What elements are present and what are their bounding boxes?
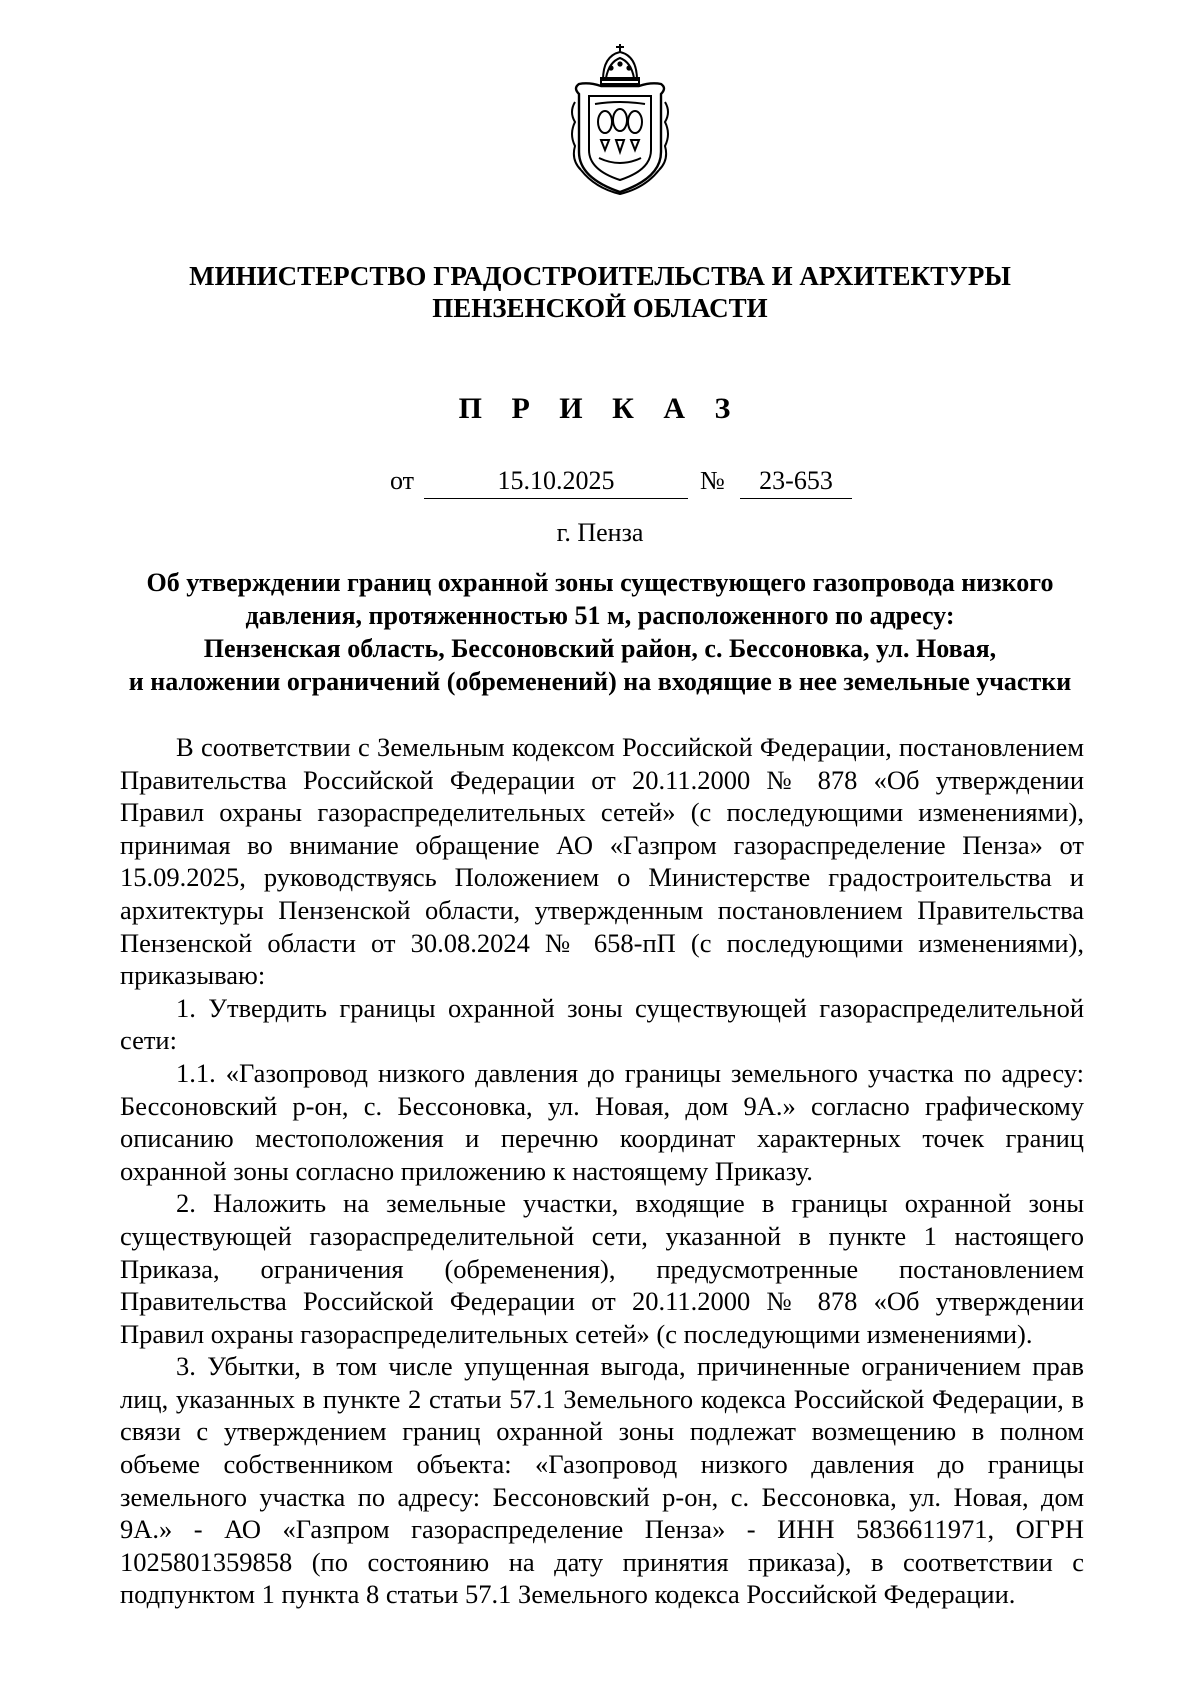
subject-line2: давления, протяженностью 51 м, расположенного по адресу: [245,601,955,630]
date-prefix: от [390,466,415,495]
item-1-paragraph: 1. Утвердить границы охранной зоны существующей газораспределительной сети: [120,992,1084,1056]
number-prefix: № [700,466,725,495]
item-2-paragraph: 2. Наложить на земельные участки, входящие в границы охранной зоны существующей газораспределительной сети, указанной в пункте 1 настоящего Приказа, ограничения (обременения), предусмотренные постановлением Правительства Российской Федерации от 20.11.2000 № 878 «Об утверждении Правил охраны газораспределительных сетей» (с последующими изменениями). [120,1188,1084,1349]
order-date: 15.10.2025 [424,466,688,499]
item-1-1-paragraph: 1.1. «Газопровод низкого давления до границы земельного участка по адресу: Бессоновский р-он, с. Бессоновка, ул. Новая, дом 9А.» согласно графическому описанию местоположения и перечню координат характерных точек границ охранной зоны согласно приложению к настоящему Приказу. [120,1057,1084,1186]
order-title: П Р И К А З [458,392,742,425]
preamble-paragraph: В соответствии с Земельным кодексом Российской Федерации, постановлением Правительства Российской Федерации от 20.11.2000 № 878 «Об утверждении Правил охраны газораспределительных сетей» (с последующими изменениями), принимая во внимание обращение АО «Газпром газораспределение Пенза» от 15.09.2025, руководствуясь Положением о Министерстве градостроительства и архитектуры Пензенской области, утвержденным постановлением Правительства Пензенской области от 30.08.2024 № 658-пП (с последующими изменениями), приказываю: [120,732,1084,991]
item-3-paragraph: 3. Убытки, в том числе упущенная выгода, причиненные ограничением прав лиц, указанных в пункте 2 статьи 57.1 Земельного кодекса Российской Федерации, в связи с утверждением границ охранной зоны подлежат возмещению в полном объеме собственником объекта: «Газопровод низкого давления до границы земельного участка по адресу: Бессоновский р-он, с. Бессоновка, ул. Новая, дом 9А.» - АО «Газпром газораспределение Пенза» - ИНН 5836611971, ОГРН 1025801359858 (по состоянию на дату принятия приказа), в соответствии с подпунктом 1 пункта 8 статьи 57.1 Земельного кодекса Российской Федерации. [120,1351,1084,1610]
order-number: 23-653 [740,466,852,499]
coat-of-arms-emblem [565,42,675,197]
subject-line3: Пензенская область, Бессоновский район, с. Бессоновка, ул. Новая, [203,634,997,663]
order-subject [120,566,1080,698]
ministry-name-line1: МИНИСТЕРСТВО ГРАДОСТРОИТЕЛЬСТВА И АРХИТЕКТУРЫ [189,261,1011,291]
order-body [120,731,1084,1611]
city: г. Пенза [556,518,644,547]
subject-line4: и наложении ограничений (обременений) на входящие в нее земельные участки [128,667,1072,696]
ministry-name-line2: ПЕНЗЕНСКОЙ ОБЛАСТИ [432,293,768,323]
ministry-name [0,260,1200,324]
subject-line1: Об утверждении границ охранной зоны существующего газопровода низкого [146,568,1054,597]
